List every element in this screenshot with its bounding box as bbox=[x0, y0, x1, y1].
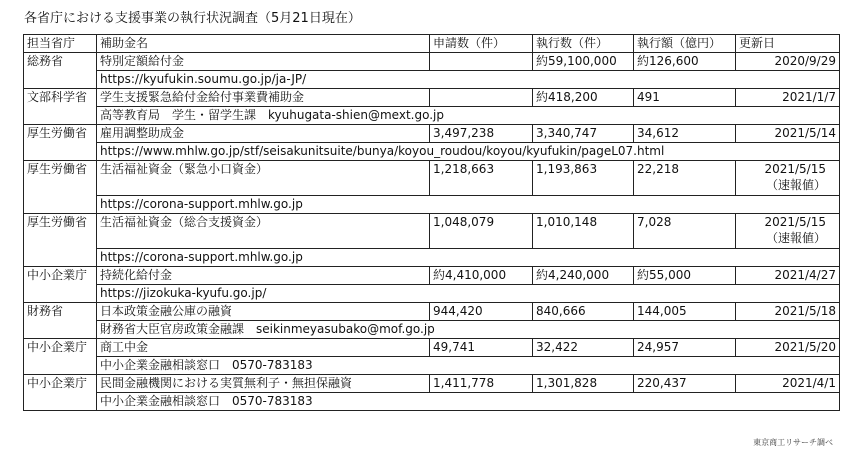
updated-date: 2020/9/29 bbox=[774, 54, 836, 68]
ministry-cell-continued bbox=[24, 196, 97, 214]
table-row bbox=[24, 125, 840, 143]
updated-date: 2021/4/1 bbox=[782, 376, 836, 390]
subsidy-name-cell: 持続化給付金 bbox=[97, 267, 430, 285]
ministry-cell-continued bbox=[24, 321, 97, 339]
table-row bbox=[24, 89, 840, 107]
table-row bbox=[24, 267, 840, 285]
header-amount: 執行額（億円） bbox=[634, 35, 736, 53]
detail-cell: https://corona-support.mhlw.go.jp bbox=[97, 249, 840, 267]
execution-status-table bbox=[23, 34, 840, 411]
executed-cell: 1,301,828 bbox=[533, 375, 634, 393]
executed-cell: 1,193,863 bbox=[533, 161, 634, 196]
ministry-cell: 財務省 bbox=[24, 303, 97, 321]
page-title: 各省庁における支援事業の執行状況調査（5月21日現在） bbox=[24, 11, 361, 26]
executed-cell: 32,422 bbox=[533, 339, 634, 357]
updated-date: 2021/5/15 bbox=[764, 162, 826, 176]
subsidy-name-cell: 生活福祉資金（総合支援資金） bbox=[97, 214, 430, 249]
table-row bbox=[24, 161, 840, 196]
subsidy-name-cell: 雇用調整助成金 bbox=[97, 125, 430, 143]
ministry-cell-continued bbox=[24, 143, 97, 161]
updated-date: 2021/1/7 bbox=[782, 90, 836, 104]
amount-cell: 491 bbox=[634, 89, 736, 107]
ministry-cell: 中小企業庁 bbox=[24, 375, 97, 393]
amount-cell: 約126,600 bbox=[634, 53, 736, 71]
ministry-cell: 厚生労働省 bbox=[24, 161, 97, 196]
ministry-cell-continued bbox=[24, 357, 97, 375]
ministry-cell: 中小企業庁 bbox=[24, 267, 97, 285]
subsidy-name-cell: 生活福祉資金（緊急小口資金） bbox=[97, 161, 430, 196]
subsidy-name-cell: 特別定額給付金 bbox=[97, 53, 430, 71]
applications-cell: 約4,410,000 bbox=[430, 267, 533, 285]
subsidy-name-cell: 民間金融機関における実質無利子・無担保融資 bbox=[97, 375, 430, 393]
table-row bbox=[24, 53, 840, 71]
table-row bbox=[24, 214, 840, 249]
table-row bbox=[24, 339, 840, 357]
updated-cell bbox=[736, 161, 840, 196]
subsidy-name-cell: 学生支援緊急給付金給付事業費補助金 bbox=[97, 89, 430, 107]
updated-date: 2021/5/20 bbox=[774, 340, 836, 354]
ministry-cell-continued bbox=[24, 285, 97, 303]
ministry-cell: 中小企業庁 bbox=[24, 339, 97, 357]
ministry-cell: 厚生労働省 bbox=[24, 214, 97, 249]
amount-cell: 22,218 bbox=[634, 161, 736, 196]
ministry-cell-continued bbox=[24, 393, 97, 411]
updated-note: （速報値） bbox=[765, 231, 826, 245]
amount-cell: 約55,000 bbox=[634, 267, 736, 285]
detail-cell: https://www.mhlw.go.jp/stf/seisakunitsuite/bunya/koyou_roudou/koyou/kyufukin/pageL07.html bbox=[97, 143, 840, 161]
ministry-cell: 文部科学省 bbox=[24, 89, 97, 107]
detail-cell: 財務省大臣官房政策金融課 seikinmeyasubako@mof.go.jp bbox=[97, 321, 840, 339]
ministry-cell: 総務省 bbox=[24, 53, 97, 71]
applications-cell bbox=[430, 89, 533, 107]
amount-cell: 24,957 bbox=[634, 339, 736, 357]
table-row-detail bbox=[24, 196, 840, 214]
header-applications: 申請数（件） bbox=[430, 35, 533, 53]
detail-cell: 中小企業金融相談窓口 0570-783183 bbox=[97, 393, 840, 411]
updated-cell bbox=[736, 303, 840, 321]
applications-cell: 1,411,778 bbox=[430, 375, 533, 393]
table-row bbox=[24, 375, 840, 393]
updated-date: 2021/5/14 bbox=[774, 126, 836, 140]
table-row-detail bbox=[24, 143, 840, 161]
header-updated: 更新日 bbox=[736, 35, 840, 53]
applications-cell: 3,497,238 bbox=[430, 125, 533, 143]
detail-cell: https://corona-support.mhlw.go.jp bbox=[97, 196, 840, 214]
updated-date: 2021/5/15 bbox=[764, 215, 826, 229]
detail-cell: 高等教育局 学生・留学生課 kyuhugata-shien@mext.go.jp bbox=[97, 107, 840, 125]
updated-cell bbox=[736, 89, 840, 107]
amount-cell: 220,437 bbox=[634, 375, 736, 393]
executed-cell: 840,666 bbox=[533, 303, 634, 321]
table-row-detail bbox=[24, 357, 840, 375]
table-row-detail bbox=[24, 393, 840, 411]
executed-cell: 3,340,747 bbox=[533, 125, 634, 143]
updated-cell bbox=[736, 53, 840, 71]
table-row bbox=[24, 303, 840, 321]
ministry-cell-continued bbox=[24, 71, 97, 89]
header-executed: 執行数（件） bbox=[533, 35, 634, 53]
amount-cell: 7,028 bbox=[634, 214, 736, 249]
updated-note: （速報値） bbox=[765, 178, 826, 192]
applications-cell: 1,218,663 bbox=[430, 161, 533, 196]
header-subsidy-name: 補助金名 bbox=[97, 35, 430, 53]
executed-cell: 1,010,148 bbox=[533, 214, 634, 249]
updated-cell bbox=[736, 125, 840, 143]
table-row-detail bbox=[24, 321, 840, 339]
source-credit: 東京商工リサーチ調べ bbox=[753, 438, 833, 447]
executed-cell: 約4,240,000 bbox=[533, 267, 634, 285]
header-ministry: 担当省庁 bbox=[24, 35, 97, 53]
subsidy-name-cell: 日本政策金融公庫の融資 bbox=[97, 303, 430, 321]
updated-date: 2021/5/18 bbox=[774, 304, 836, 318]
applications-cell: 944,420 bbox=[430, 303, 533, 321]
detail-cell: https://kyufukin.soumu.go.jp/ja-JP/ bbox=[97, 71, 840, 89]
executed-cell: 約418,200 bbox=[533, 89, 634, 107]
ministry-cell: 厚生労働省 bbox=[24, 125, 97, 143]
ministry-cell-continued bbox=[24, 107, 97, 125]
amount-cell: 34,612 bbox=[634, 125, 736, 143]
executed-cell: 約59,100,000 bbox=[533, 53, 634, 71]
applications-cell: 1,048,079 bbox=[430, 214, 533, 249]
table-row-detail bbox=[24, 107, 840, 125]
detail-cell: 中小企業金融相談窓口 0570-783183 bbox=[97, 357, 840, 375]
updated-cell bbox=[736, 375, 840, 393]
updated-cell bbox=[736, 339, 840, 357]
table-row-detail bbox=[24, 71, 840, 89]
ministry-cell-continued bbox=[24, 249, 97, 267]
detail-cell: https://jizokuka-kyufu.go.jp/ bbox=[97, 285, 840, 303]
updated-cell bbox=[736, 214, 840, 249]
amount-cell: 144,005 bbox=[634, 303, 736, 321]
applications-cell bbox=[430, 53, 533, 71]
updated-date: 2021/4/27 bbox=[774, 268, 836, 282]
table-row-detail bbox=[24, 285, 840, 303]
table-row-detail bbox=[24, 249, 840, 267]
subsidy-name-cell: 商工中金 bbox=[97, 339, 430, 357]
table-header-row bbox=[24, 35, 840, 53]
updated-cell bbox=[736, 267, 840, 285]
applications-cell: 49,741 bbox=[430, 339, 533, 357]
